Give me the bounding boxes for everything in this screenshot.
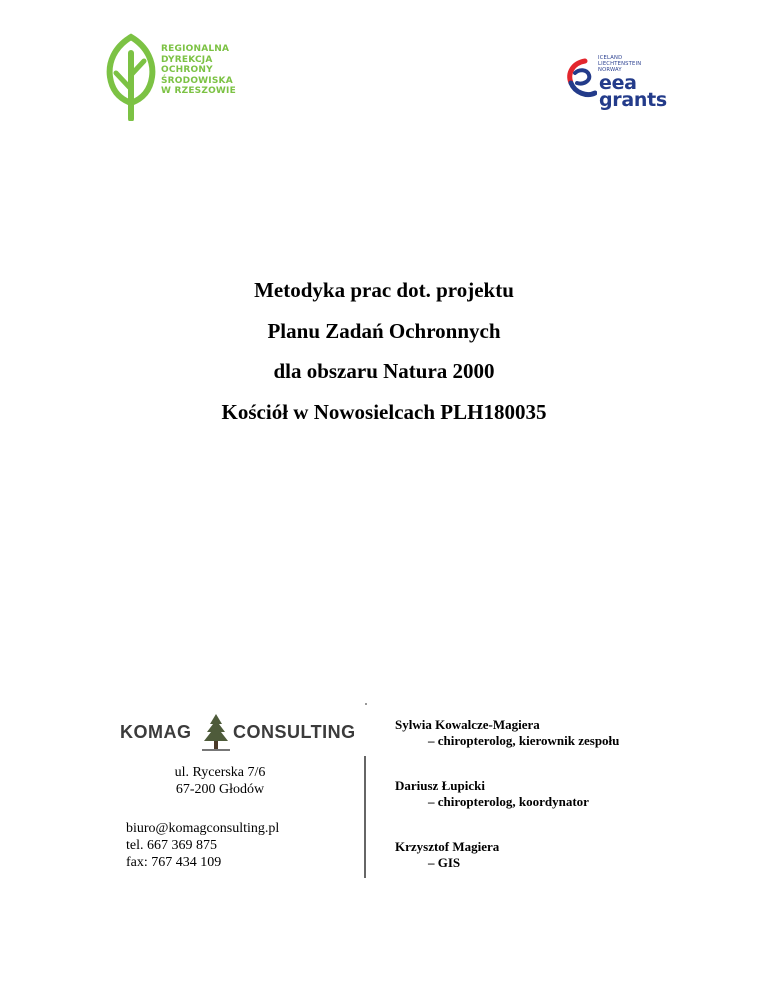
- company-contacts: [126, 820, 326, 871]
- title-line-2: Planu Zadań Ochronnych: [267, 318, 501, 343]
- team-list: [395, 717, 695, 900]
- rdos-line: DYREKCJA: [161, 54, 213, 65]
- rdos-name: [161, 44, 236, 97]
- team-member: [395, 839, 695, 871]
- member-name: Krzysztof Magiera: [395, 839, 500, 854]
- komag-consulting-logo: [118, 712, 368, 752]
- rdos-line: ŚRODOWISKA: [161, 75, 233, 86]
- phone-number: tel. 667 369 875: [126, 838, 217, 853]
- member-role: – GIS: [428, 855, 461, 870]
- company-address: [160, 764, 280, 798]
- divider-dot: [365, 703, 367, 705]
- eea-swirl-icon: [565, 57, 597, 101]
- tree-icon: [196, 712, 236, 752]
- komag-word: KOMAG: [120, 722, 192, 742]
- document-title: [0, 280, 768, 442]
- address-street: ul. Rycerska 7/6: [174, 765, 266, 780]
- title-line-3: dla obszaru Natura 2000: [273, 359, 495, 383]
- fax-number: fax: 767 434 109: [126, 855, 222, 870]
- address-city: 67-200 Głodów: [175, 782, 265, 797]
- eea-countries: [598, 55, 641, 73]
- vertical-divider: [364, 756, 366, 878]
- eea-country: LIECHTENSTEIN: [598, 61, 642, 67]
- email-link[interactable]: biuro@komagconsulting.pl: [126, 821, 280, 836]
- member-role: – chiropterolog, koordynator: [428, 794, 589, 809]
- rdos-line: OCHRONY: [161, 65, 213, 76]
- rdos-line: REGIONALNA: [161, 44, 230, 54]
- member-name: Sylwia Kowalcze-Magiera: [395, 717, 540, 732]
- eea-country: NORWAY: [598, 67, 622, 73]
- leaf-icon: [106, 33, 156, 121]
- eea-word: eea: [599, 72, 637, 94]
- eea-grants-logo: [565, 53, 675, 115]
- member-role: – chiropterolog, kierownik zespołu: [428, 733, 620, 748]
- member-name: Dariusz Łupicki: [395, 778, 485, 793]
- team-member: [395, 778, 695, 810]
- title-line-4: Kościół w Nowosielcach PLH180035: [221, 399, 547, 424]
- rdos-line: W RZESZOWIE: [161, 86, 236, 97]
- eea-country: ICELAND: [598, 55, 623, 61]
- title-line-1: Metodyka prac dot. projektu: [254, 278, 514, 302]
- rdos-logo: [106, 33, 236, 123]
- grants-word: grants: [599, 89, 667, 111]
- consulting-word: CONSULTING: [233, 722, 356, 742]
- team-member: [395, 717, 695, 749]
